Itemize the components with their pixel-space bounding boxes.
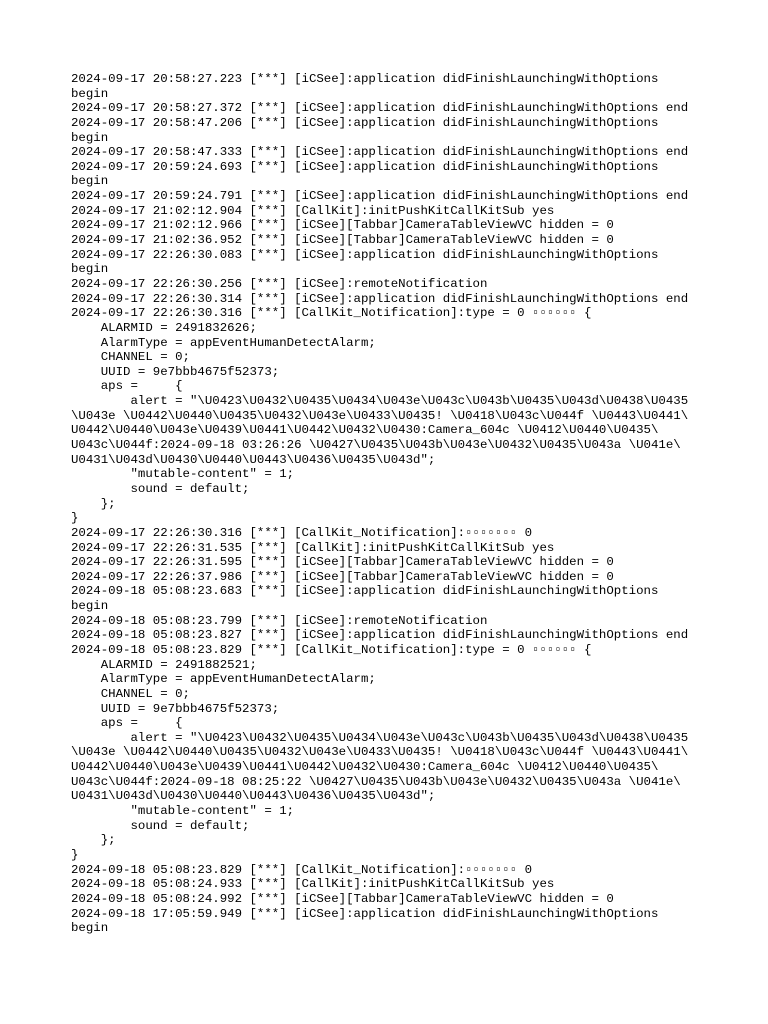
log-line: 2024-09-18 05:08:24.992 [***] [iCSee][Tabbar]CameraTableViewVC hidden = 0	[71, 891, 614, 906]
log-line: 2024-09-17 22:26:30.314 [***] [iCSee]:application didFinishLaunchingWithOptions end	[71, 291, 689, 306]
log-line: 2024-09-17 22:26:31.535 [***] [CallKit]:initPushKitCallKitSub yes	[71, 540, 555, 555]
log-line: 2024-09-18 05:08:24.933 [***] [CallKit]:initPushKitCallKitSub yes	[71, 877, 555, 892]
log-line: 2024-09-17 22:26:31.595 [***] [iCSee][Tabbar]CameraTableViewVC hidden = 0	[71, 555, 614, 570]
log-line: 2024-09-18 17:05:59.949 [***] [iCSee]:application didFinishLaunchingWithOptions	[71, 906, 659, 921]
log-line: U043c\U044f:2024-09-18 03:26:26 \U0427\U0435\U043b\U043e\U0432\U0435\U043a \U041e\	[71, 438, 681, 453]
log-line: };	[71, 496, 116, 511]
log-line: aps = {	[71, 716, 183, 731]
log-line: begin	[71, 174, 109, 189]
log-line: 2024-09-18 05:08:23.829 [***] [CallKit_Notification]:type = 0 ▫▫▫▫▫▫ {	[71, 642, 592, 657]
log-line: aps = {	[71, 379, 183, 394]
log-line: 2024-09-18 05:08:23.827 [***] [iCSee]:application didFinishLaunchingWithOptions end	[71, 628, 689, 643]
log-line: CHANNEL = 0;	[71, 686, 190, 701]
log-line: 2024-09-17 20:58:27.223 [***] [iCSee]:application didFinishLaunchingWithOptions	[71, 72, 659, 86]
log-line: UUID = 9e7bbb4675f52373;	[71, 701, 280, 716]
log-line: U043c\U044f:2024-09-18 08:25:22 \U0427\U0435\U043b\U043e\U0432\U0435\U043a \U041e\	[71, 774, 681, 789]
log-line: begin	[71, 130, 109, 145]
log-line: 2024-09-17 22:26:30.083 [***] [iCSee]:application didFinishLaunchingWithOptions	[71, 247, 659, 262]
log-line: 2024-09-17 22:26:30.256 [***] [iCSee]:remoteNotification	[71, 276, 488, 291]
log-document	[71, 72, 761, 936]
log-line: begin	[71, 921, 109, 936]
log-line: U0442\U0440\U043e\U0439\U0441\U0442\U0432\U0430:Camera_604c \U0412\U0440\U0435\	[71, 760, 659, 775]
log-line: U0431\U043d\U0430\U0440\U0443\U0436\U0435\U043d";	[71, 452, 436, 467]
log-line: CHANNEL = 0;	[71, 350, 190, 365]
log-line: 2024-09-17 22:26:37.986 [***] [iCSee][Tabbar]CameraTableViewVC hidden = 0	[71, 569, 614, 584]
log-line: \U043e \U0442\U0440\U0435\U0432\U043e\U0433\U0435! \U0418\U043c\U044f \U0443\U0441\	[71, 745, 689, 760]
log-line: 2024-09-17 21:02:12.966 [***] [iCSee][Tabbar]CameraTableViewVC hidden = 0	[71, 218, 614, 233]
log-line: "mutable-content" = 1;	[71, 804, 295, 819]
log-line: AlarmType = appEventHumanDetectAlarm;	[71, 335, 376, 350]
log-line: 2024-09-17 21:02:12.904 [***] [CallKit]:initPushKitCallKitSub yes	[71, 203, 555, 218]
log-line: 2024-09-17 20:58:47.333 [***] [iCSee]:application didFinishLaunchingWithOptions end	[71, 145, 689, 160]
log-line: 2024-09-18 05:08:23.799 [***] [iCSee]:remoteNotification	[71, 613, 488, 628]
log-line: begin	[71, 599, 109, 614]
log-line: U0431\U043d\U0430\U0440\U0443\U0436\U0435\U043d";	[71, 789, 436, 804]
log-line: };	[71, 833, 116, 848]
log-line: AlarmType = appEventHumanDetectAlarm;	[71, 672, 376, 687]
log-line: 2024-09-17 22:26:30.316 [***] [CallKit_Notification]:▫▫▫▫▫▫▫ 0	[71, 525, 533, 540]
log-line: 2024-09-17 22:26:30.316 [***] [CallKit_Notification]:type = 0 ▫▫▫▫▫▫ {	[71, 306, 592, 321]
log-line: begin	[71, 262, 109, 277]
log-line: U0442\U0440\U043e\U0439\U0441\U0442\U0432\U0430:Camera_604c \U0412\U0440\U0435\	[71, 423, 659, 438]
log-line: 2024-09-17 20:58:27.372 [***] [iCSee]:application didFinishLaunchingWithOptions end	[71, 101, 689, 116]
log-line: sound = default;	[71, 481, 250, 496]
log-line: }	[71, 847, 79, 862]
log-line: 2024-09-17 20:59:24.791 [***] [iCSee]:application didFinishLaunchingWithOptions end	[71, 189, 689, 204]
log-line: 2024-09-17 20:59:24.693 [***] [iCSee]:application didFinishLaunchingWithOptions	[71, 159, 659, 174]
log-line: }	[71, 511, 79, 526]
log-line: 2024-09-17 20:58:47.206 [***] [iCSee]:application didFinishLaunchingWithOptions	[71, 115, 659, 130]
log-line: alert = "\U0423\U0432\U0435\U0434\U043e\U043c\U043b\U0435\U043d\U0438\U0435	[71, 394, 689, 409]
log-line: UUID = 9e7bbb4675f52373;	[71, 364, 280, 379]
log-line: begin	[71, 86, 109, 101]
log-line: "mutable-content" = 1;	[71, 467, 295, 482]
log-line: ALARMID = 2491882521;	[71, 657, 257, 672]
log-line: 2024-09-17 21:02:36.952 [***] [iCSee][Tabbar]CameraTableViewVC hidden = 0	[71, 233, 614, 248]
log-line: \U043e \U0442\U0440\U0435\U0432\U043e\U0433\U0435! \U0418\U043c\U044f \U0443\U0441\	[71, 408, 689, 423]
log-line: sound = default;	[71, 818, 250, 833]
log-line: ALARMID = 2491832626;	[71, 320, 257, 335]
log-line: alert = "\U0423\U0432\U0435\U0434\U043e\U043c\U043b\U0435\U043d\U0438\U0435	[71, 730, 689, 745]
log-line: 2024-09-18 05:08:23.829 [***] [CallKit_Notification]:▫▫▫▫▫▫▫ 0	[71, 862, 533, 877]
log-line: 2024-09-18 05:08:23.683 [***] [iCSee]:application didFinishLaunchingWithOptions	[71, 584, 659, 599]
